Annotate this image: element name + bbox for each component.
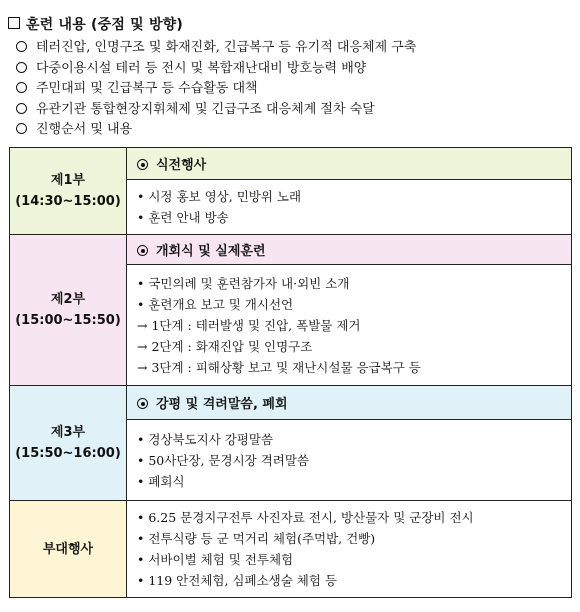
section-header-cell [127, 235, 572, 265]
circle-bullet-icon [16, 82, 27, 93]
section-heading [8, 14, 183, 34]
section-header-cell [127, 386, 572, 420]
bullet-text: 유관기관 통합현장지휘체제 및 긴급구조 대응체계 절차 숙달 [36, 101, 375, 117]
section-header-text: 개회식 및 실제훈련 [156, 244, 266, 259]
part-label: 부대행사 [42, 541, 94, 557]
part-time: (15:50~16:00) [15, 446, 121, 461]
section-header-cell [127, 148, 572, 180]
list-item: • 훈련개요 보고 및 개시선언 [137, 296, 294, 312]
part-cell [10, 148, 127, 235]
list-item: • 50사단장, 문경시장 격려말씀 [137, 452, 309, 468]
bullet-item [16, 120, 416, 141]
items-cell [127, 180, 572, 235]
part-cell [10, 235, 127, 386]
circle-bullet-icon [16, 103, 27, 114]
bullseye-icon [137, 245, 148, 256]
items-cell [127, 420, 572, 501]
checkbox-square-icon [8, 17, 20, 29]
list-item: • 6.25 문경지구전투 사진자료 전시, 방산물자 및 군장비 전시 [137, 510, 474, 525]
list-item: → 3단계 : 피해상황 보고 및 재난시설물 응급복구 등 [137, 359, 421, 375]
list-item: • 전투식량 등 군 먹거리 체험(주먹밥, 건빵) [137, 531, 376, 546]
bullet-text: 다중이용시설 테러 등 전시 및 복합재난대비 방호능력 배양 [36, 60, 367, 76]
table-row [10, 148, 572, 180]
circle-bullet-icon [16, 62, 27, 73]
circle-bullet-icon [16, 123, 27, 134]
section-header-text: 강평 및 격려말씀, 폐회 [156, 397, 288, 412]
part-label: 제3부 [50, 425, 86, 440]
bullet-item [16, 38, 416, 59]
circle-bullet-icon [16, 41, 27, 52]
bullet-list [16, 38, 416, 141]
list-item: → 2단계 : 화재진압 및 인명구조 [137, 338, 313, 354]
items-cell [127, 265, 572, 386]
table-row [10, 386, 572, 420]
list-item: • 119 안전체험, 심폐소생술 체험 등 [137, 573, 337, 588]
bullet-text: 테러진압, 인명구조 및 화재진화, 긴급복구 등 유기적 대응체제 구축 [36, 40, 417, 55]
bullseye-icon [137, 159, 148, 170]
table-row [10, 501, 572, 598]
section-heading-text: 훈련 내용 (중점 및 방향) [26, 17, 184, 33]
bullet-item [16, 100, 416, 121]
part-label: 제1부 [50, 173, 86, 188]
list-item: • 시정 홍보 영상, 민방위 노래 [137, 189, 302, 204]
list-item: • 폐회식 [137, 473, 185, 489]
list-item: • 훈련 안내 방송 [137, 210, 229, 225]
list-item: • 경상북도지사 강평말씀 [137, 431, 274, 447]
list-item: → 1단계 : 테러발생 및 진압, 폭발물 제거 [137, 317, 361, 333]
section-header-text: 식전행사 [156, 158, 207, 173]
part-time: (15:00~15:50) [15, 313, 121, 328]
bullet-item [16, 79, 416, 100]
bullseye-icon [137, 398, 148, 409]
list-item: • 서바이벌 체험 및 전투체험 [137, 552, 294, 567]
part-cell [10, 501, 127, 598]
part-cell [10, 386, 127, 501]
part-label: 제2부 [50, 292, 86, 307]
table-row [10, 235, 572, 265]
list-item: • 국민의례 및 훈련참가자 내·외빈 소개 [137, 275, 350, 291]
schedule-table [9, 147, 572, 598]
bullet-text: 진행순서 및 내용 [36, 122, 133, 138]
bullet-text: 주민대피 및 긴급복구 등 수습활동 대책 [36, 81, 258, 97]
part-time: (14:30~15:00) [15, 194, 121, 209]
items-cell [127, 501, 572, 598]
bullet-item [16, 59, 416, 80]
